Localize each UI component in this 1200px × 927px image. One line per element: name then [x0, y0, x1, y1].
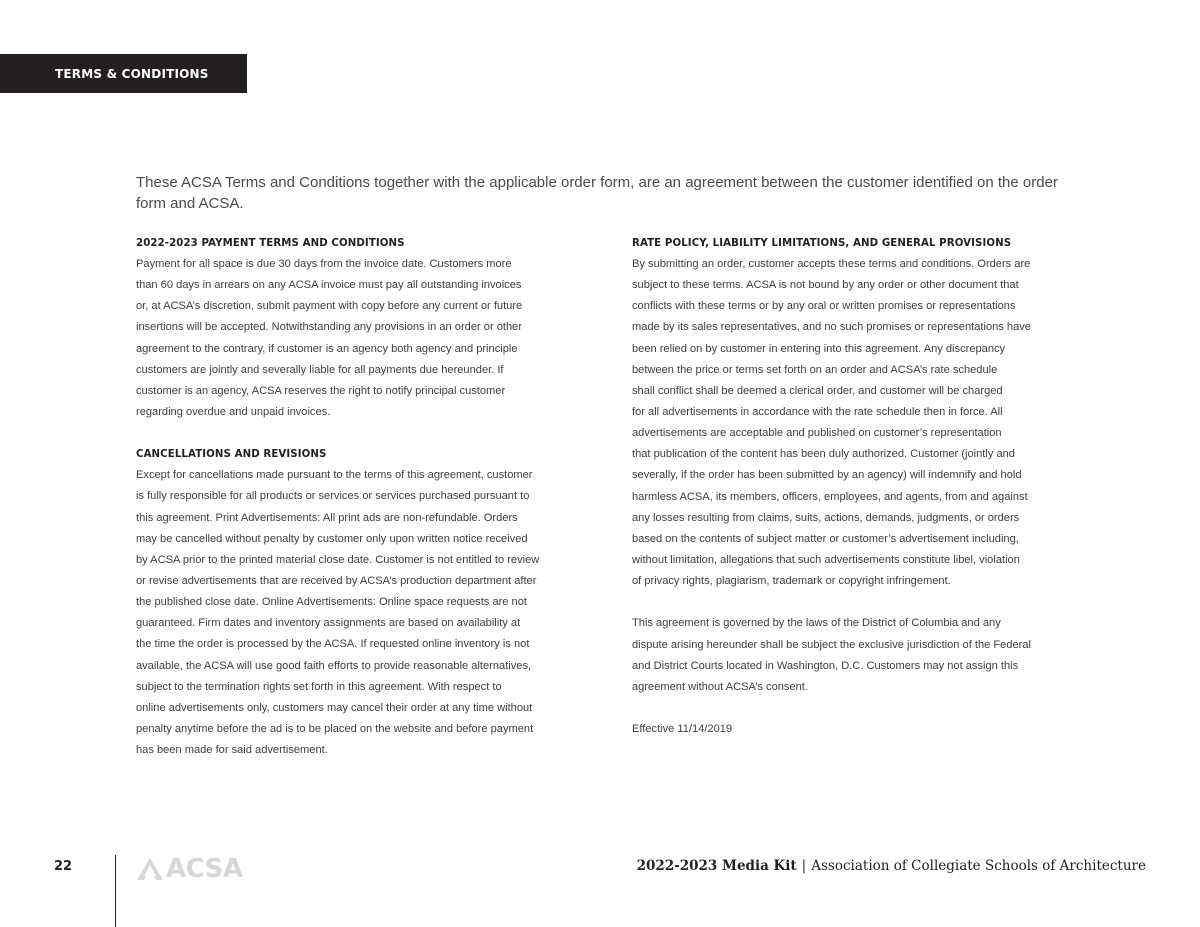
- footer-title: [637, 858, 1146, 874]
- text-line: agreement to the contrary, if customer is an agency both agency and principle: [136, 342, 518, 355]
- text-line: of privacy rights, plagiarism, trademark or copyright infringement.: [632, 575, 951, 588]
- text-line: been relied on by customer in entering into this agreement. Any discrepancy: [632, 342, 1006, 355]
- text-line: made by its sales representatives, and no such promises or representations have: [632, 321, 1031, 334]
- governing-law-body: [632, 613, 1052, 698]
- text-line: any losses resulting from claims, suits, actions, demands, judgments, or orders: [632, 511, 1020, 524]
- text-line: subject to the termination rights set forth in this agreement. With respect to: [136, 680, 502, 693]
- text-line: customers are jointly and severally liable for all payments due hereunder. If: [136, 363, 504, 376]
- text-line: for all advertisements in accordance with the rate schedule then in force. All: [632, 405, 1003, 418]
- text-line: shall conflict shall be deemed a clerical order, and customer will be charged: [632, 384, 1003, 397]
- text-line: This agreement is governed by the laws of the District of Columbia and any: [632, 617, 1001, 630]
- organization-name: Association of Collegiate Schools of Architecture: [811, 858, 1146, 874]
- text-line: Payment for all space is due 30 days from the invoice date. Customers more: [136, 258, 512, 270]
- payment-terms-body: [136, 254, 556, 423]
- text-line: between the price or terms set forth on an order and ACSA’s rate schedule: [632, 363, 998, 376]
- right-column: [632, 233, 1052, 740]
- text-line: penalty anytime before the ad is to be placed on the website and before payment: [136, 722, 534, 735]
- text-line: available, the ACSA will use good faith efforts to provide reasonable alternatives,: [136, 659, 532, 672]
- text-line: based on the contents of subject matter or customer’s advertisement including,: [632, 532, 1019, 545]
- text-line: online advertisements only, customers may cancel their order at any time without: [136, 701, 533, 714]
- acsa-logo-text: ACSA: [166, 854, 243, 884]
- text-line: agreement without ACSA’s consent.: [632, 680, 808, 693]
- effective-date: Effective 11/14/2019: [632, 723, 733, 736]
- text-line: the published close date. Online Advertisements: Online space requests are not: [136, 596, 527, 609]
- text-line: that publication of the content has been duly authorized. Customer (jointly and: [632, 448, 1015, 461]
- footer-divider: [115, 855, 116, 927]
- text-line: Except for cancellations made pursuant to the terms of this agreement, customer: [136, 469, 533, 482]
- page-number: 22: [54, 859, 73, 874]
- text-line: has been made for said advertisement.: [136, 744, 328, 757]
- rate-policy-body: [632, 254, 1052, 592]
- section-tab: [0, 54, 247, 93]
- text-line: by ACSA prior to the printed material close date. Customer is not entitled to review: [136, 553, 540, 566]
- cancellations-heading: CANCELLATIONS AND REVISIONS: [136, 449, 327, 461]
- text-line: or, at ACSA’s discretion, submit payment with copy before any current or future: [136, 300, 523, 313]
- text-line: guaranteed. Firm dates and inventory assignments are based on availability at: [136, 617, 521, 630]
- text-line: without limitation, allegations that such advertisements constitute libel, violation: [632, 553, 1020, 566]
- media-kit-title: 2022-2023 Media Kit: [636, 858, 797, 874]
- acsa-logo-icon: [136, 857, 164, 881]
- text-line: advertisements are acceptable and published on customer’s representation: [632, 427, 1002, 440]
- text-line: customer is an agency, ACSA reserves the right to notify principal customer: [136, 384, 506, 397]
- cancellations-body: [136, 465, 556, 761]
- acsa-logo: [136, 855, 243, 883]
- text-line: or revise advertisements that are received by ACSA’s production department after: [136, 574, 537, 587]
- text-line: regarding overdue and unpaid invoices.: [136, 405, 331, 418]
- section-tab-label: TERMS & CONDITIONS: [55, 66, 209, 81]
- text-line: this agreement. Print Advertisements: All print ads are non-refundable. Orders: [136, 511, 518, 524]
- payment-terms-heading: 2022-2023 PAYMENT TERMS AND CONDITIONS: [136, 238, 405, 249]
- text-line: subject to these terms. ACSA is not bound by any order or other document that: [632, 279, 1019, 292]
- text-line: harmless ACSA, its members, officers, employees, and agents, from and against: [632, 490, 1028, 503]
- text-line: may be cancelled without penalty by customer only upon written notice received: [136, 532, 528, 545]
- text-line: than 60 days in arrears on any ACSA invoice must pay all outstanding invoices: [136, 279, 522, 292]
- text-line: dispute arising hereunder shall be subject the exclusive jurisdiction of the Federal: [632, 638, 1031, 651]
- text-line: and District Courts located in Washington, D.C. Customers may not assign this: [632, 659, 1019, 672]
- rate-policy-heading: RATE POLICY, LIABILITY LIMITATIONS, AND GENERAL PROVISIONS: [632, 238, 1012, 249]
- intro-paragraph: These ACSA Terms and Conditions together with the applicable order form, are an agreement between the customer identified on the order form and ACSA.: [136, 174, 1058, 212]
- text-line: is fully responsible for all products or services or services purchased pursuant to: [136, 490, 530, 503]
- text-line: severally, if the order has been submitted by an agency) will indemnify and hold: [632, 469, 1022, 482]
- text-line: the time the order is processed by the ACSA. If requested online inventory is not: [136, 638, 530, 651]
- footer-separator: |: [801, 858, 807, 874]
- text-line: By submitting an order, customer accepts these terms and conditions. Orders are: [632, 258, 1031, 270]
- text-line: insertions will be accepted. Notwithstanding any provisions in an order or other: [136, 321, 523, 334]
- left-column: [136, 233, 556, 761]
- text-line: conflicts with these terms or by any oral or written promises or representations: [632, 300, 1016, 313]
